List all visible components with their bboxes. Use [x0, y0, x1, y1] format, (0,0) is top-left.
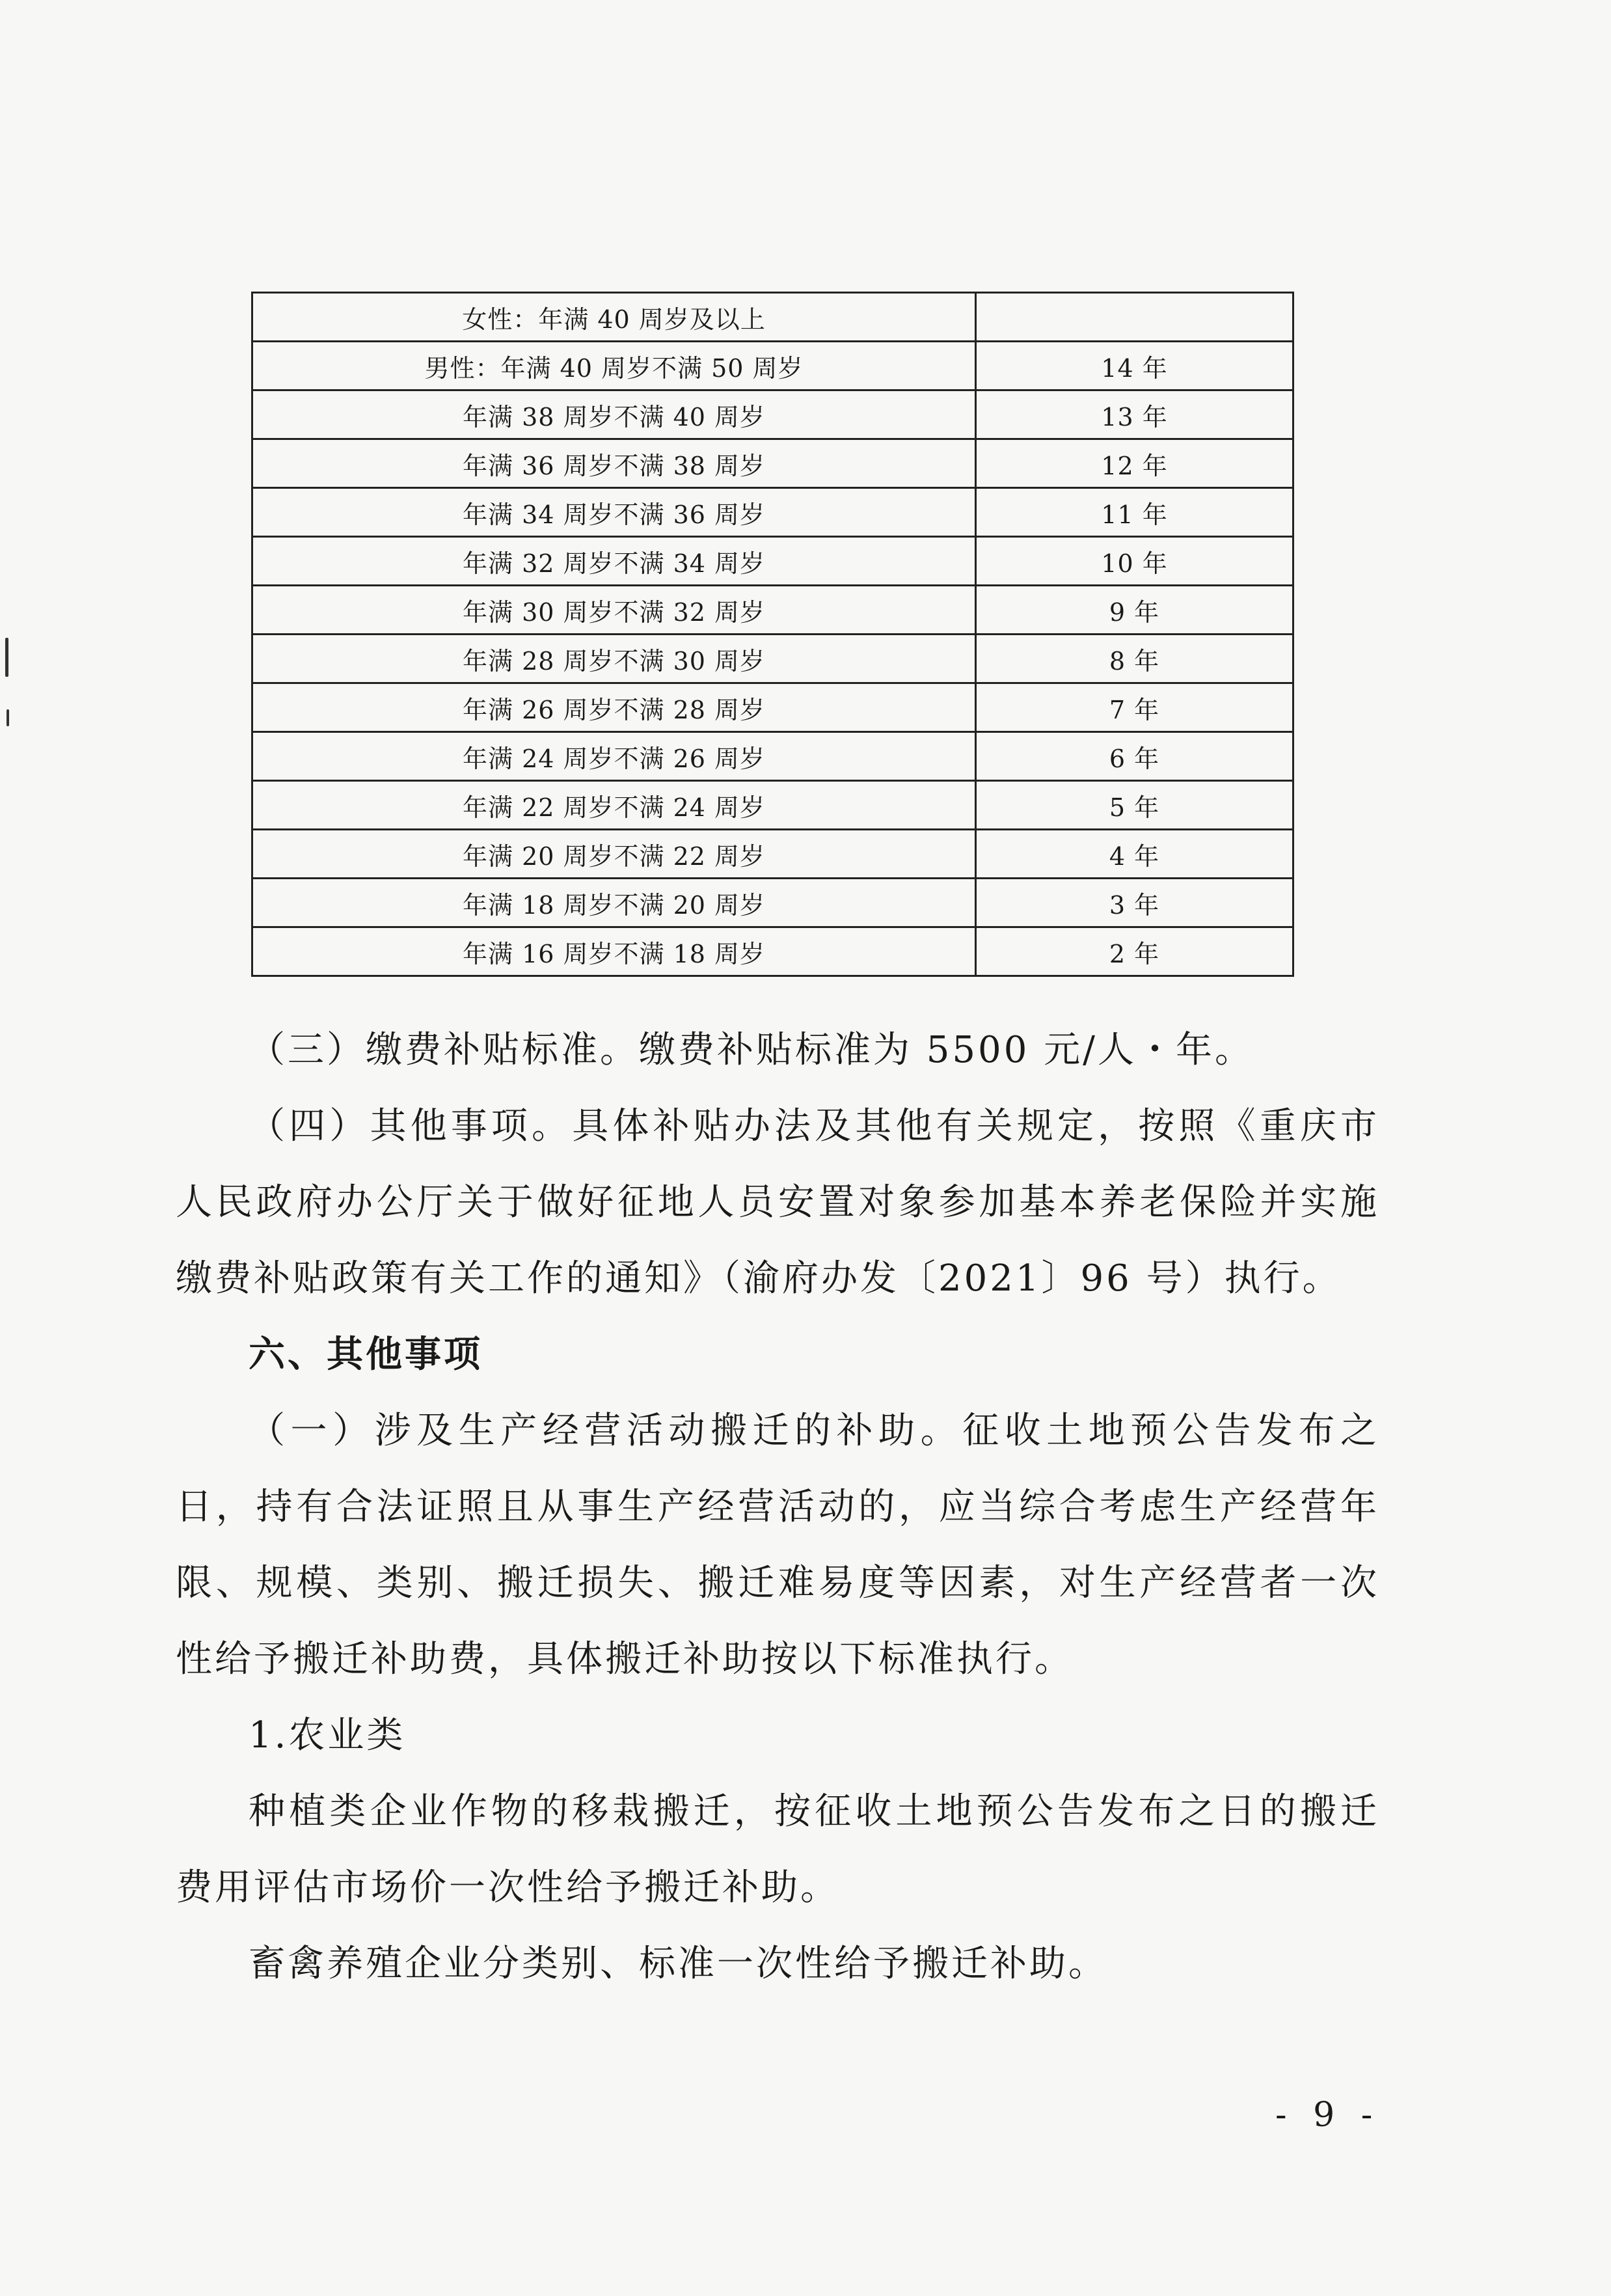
section-4-paragraph	[176, 1088, 1379, 1317]
age-range-cell: 年满 32 周岁不满 34 周岁	[252, 537, 976, 586]
section-4-heading: （四）其他事项。	[249, 1105, 573, 1147]
page-number: - 9 -	[1275, 2096, 1381, 2135]
subsection-1-heading: （一）涉及生产经营活动搬迁的补助。	[249, 1410, 963, 1452]
age-range-cell: 年满 30 周岁不满 32 周岁	[252, 586, 976, 635]
table-row	[252, 293, 1293, 342]
age-range-cell: 年满 34 周岁不满 36 周岁	[252, 488, 976, 537]
age-range-cell: 年满 28 周岁不满 30 周岁	[252, 635, 976, 683]
section-3-paragraph	[176, 1012, 1379, 1088]
payment-years-cell: 4 年	[976, 830, 1293, 879]
payment-years-cell: 12 年	[976, 439, 1293, 488]
age-range-cell: 女性：年满 40 周岁及以上	[252, 293, 976, 342]
table-row	[252, 927, 1293, 976]
table-row	[252, 390, 1293, 439]
payment-years-cell: 5 年	[976, 781, 1293, 830]
table-row	[252, 683, 1293, 732]
age-range-cell: 年满 38 周岁不满 40 周岁	[252, 390, 976, 439]
payment-years-cell: 7 年	[976, 683, 1293, 732]
table-row	[252, 537, 1293, 586]
payment-years-cell	[976, 293, 1293, 342]
table-row	[252, 586, 1293, 635]
table-row	[252, 879, 1293, 927]
payment-years-cell: 6 年	[976, 732, 1293, 781]
section-6-heading: 六、其他事项	[249, 1333, 483, 1376]
payment-years-table	[251, 292, 1294, 977]
subsection-1-body: 征收土地预公告发布之日，持有合法证照且从事生产经营活动的，应当综合考虑生产经营年限、规模、类别、搬迁损失、搬迁难易度等因素，对生产经营者一次性给予搬迁补助费，具体搬迁补助按以下标准执行。	[176, 1410, 1380, 1680]
payment-years-cell: 8 年	[976, 635, 1293, 683]
age-range-cell: 年满 18 周岁不满 20 周岁	[252, 879, 976, 927]
age-range-cell: 年满 20 周岁不满 22 周岁	[252, 830, 976, 879]
age-range-cell: 年满 36 周岁不满 38 周岁	[252, 439, 976, 488]
table-row	[252, 342, 1293, 390]
payment-years-cell: 11 年	[976, 488, 1293, 537]
subsection-1-paragraph	[176, 1393, 1379, 1697]
age-range-cell: 年满 16 周岁不满 18 周岁	[252, 927, 976, 976]
scan-edge-mark	[7, 709, 9, 726]
payment-years-cell: 10 年	[976, 537, 1293, 586]
section-3-heading: （三）缴费补贴标准。	[249, 1029, 639, 1071]
payment-years-cell: 14 年	[976, 342, 1293, 390]
age-range-cell: 年满 22 周岁不满 24 周岁	[252, 781, 976, 830]
agriculture-title: 1.农业类	[249, 1714, 406, 1756]
table-row	[252, 732, 1293, 781]
table-row	[252, 635, 1293, 683]
agriculture-paragraph-2: 畜禽养殖企业分类别、标准一次性给予搬迁补助。	[249, 1943, 1107, 1985]
section-4-body: 具体补贴办法及其他有关规定，按照《重庆市人民政府办公厅关于做好征地人员安置对象参加基本养老保险并实施缴费补贴政策有关工作的通知》（渝府办发〔2021〕96 号）执行。	[176, 1105, 1380, 1300]
agriculture-paragraph-1: 种植类企业作物的移栽搬迁，按征收土地预公告发布之日的搬迁费用评估市场价一次性给予搬迁补助。	[176, 1790, 1379, 1909]
payment-years-cell: 13 年	[976, 390, 1293, 439]
scan-edge-mark	[5, 638, 8, 677]
section-3-body: 缴费补贴标准为 5500 元/人・年。	[639, 1029, 1254, 1071]
age-range-cell: 年满 26 周岁不满 28 周岁	[252, 683, 976, 732]
table-row	[252, 439, 1293, 488]
payment-years-cell: 9 年	[976, 586, 1293, 635]
payment-years-cell: 3 年	[976, 879, 1293, 927]
body-text	[176, 1012, 1379, 2002]
age-range-cell: 男性：年满 40 周岁不满 50 周岁	[252, 342, 976, 390]
age-range-cell: 年满 24 周岁不满 26 周岁	[252, 732, 976, 781]
table-row	[252, 781, 1293, 830]
table-row	[252, 830, 1293, 879]
table-row	[252, 488, 1293, 537]
payment-years-cell: 2 年	[976, 927, 1293, 976]
